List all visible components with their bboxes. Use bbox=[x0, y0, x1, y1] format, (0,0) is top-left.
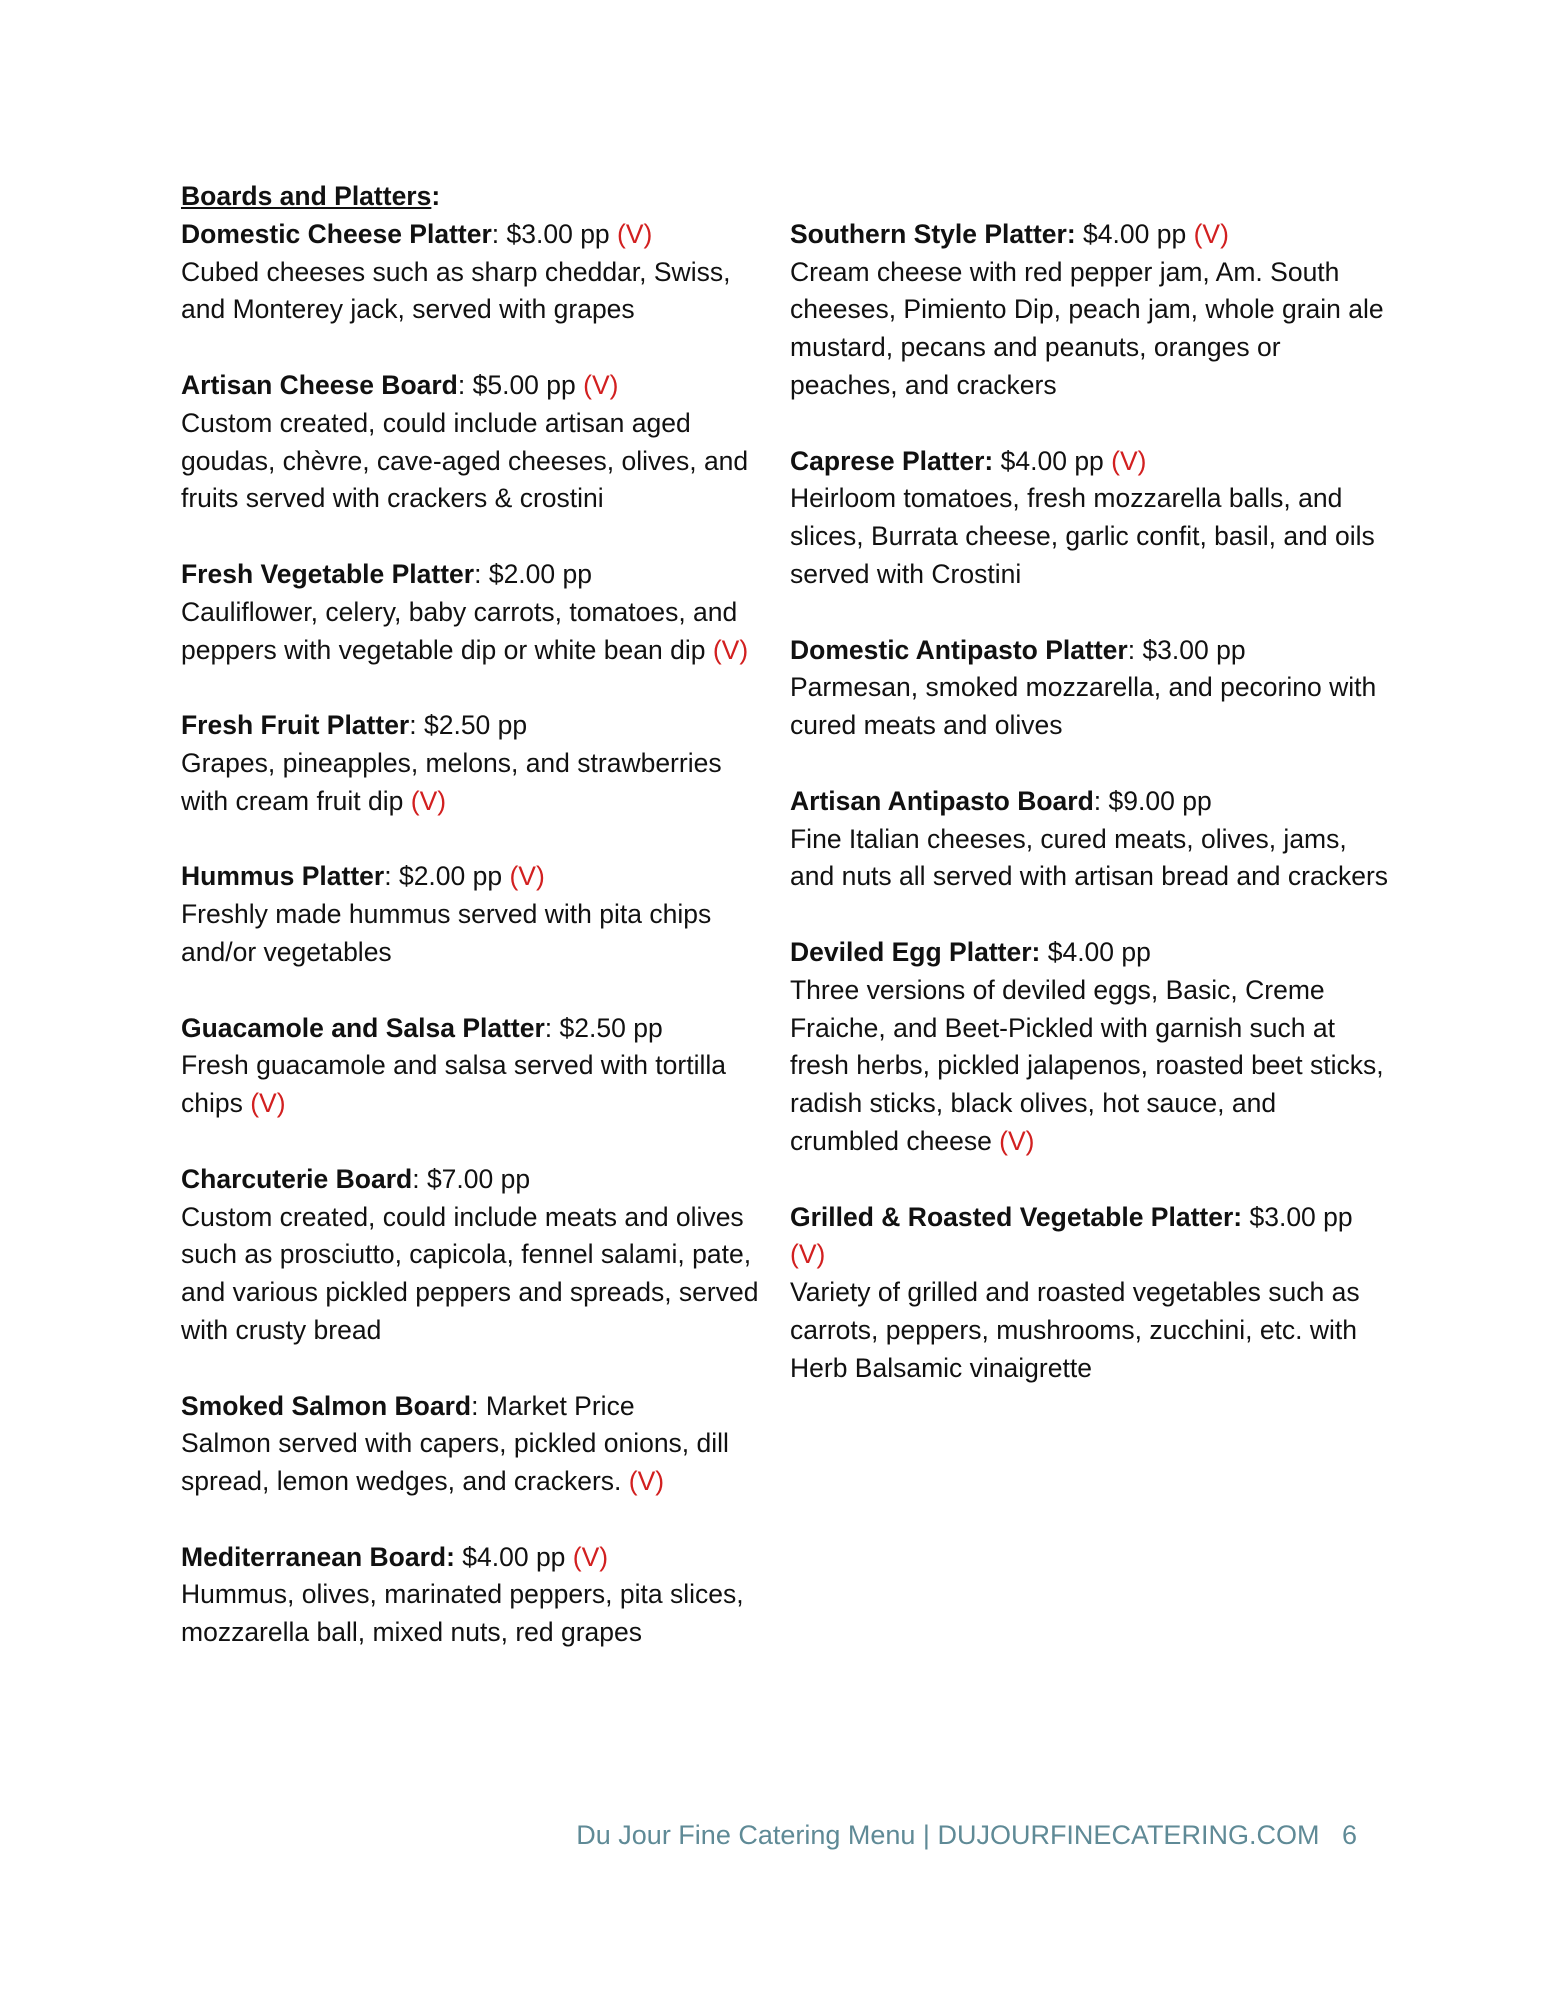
menu-item-separator: : bbox=[1127, 634, 1143, 665]
menu-item-description: Grapes, pineapples, melons, and strawberries with cream fruit dip bbox=[181, 747, 722, 816]
menu-item-price: $9.00 pp bbox=[1108, 785, 1212, 816]
menu-item-name: Caprese Platter: bbox=[790, 445, 994, 476]
vegetarian-marker: (V) bbox=[250, 1088, 286, 1119]
menu-item bbox=[790, 632, 1390, 745]
menu-item-name: Domestic Antipasto Platter bbox=[790, 634, 1128, 665]
menu-item-price: $4.00 pp bbox=[1047, 936, 1151, 967]
footer-text: Du Jour Fine Catering Menu | DUJOURFINECATERING.COM bbox=[576, 1820, 1320, 1850]
menu-item-price: $3.00 pp bbox=[1142, 634, 1246, 665]
menu-item bbox=[181, 1388, 771, 1501]
vegetarian-marker: (V) bbox=[999, 1125, 1035, 1156]
menu-item-separator: : bbox=[491, 218, 507, 249]
menu-item-heading bbox=[790, 783, 1390, 821]
menu-item-description: Variety of grilled and roasted vegetables such as carrots, peppers, mushrooms, zucchini, etc. with Herb Balsamic vinaigrette bbox=[790, 1277, 1360, 1383]
menu-item-separator: : bbox=[471, 1390, 486, 1421]
menu-item-description-block bbox=[790, 972, 1390, 1161]
menu-item-separator: : bbox=[412, 1163, 427, 1194]
vegetarian-marker: (V) bbox=[410, 785, 447, 816]
section-heading-colon: : bbox=[431, 181, 441, 211]
menu-item bbox=[790, 1199, 1390, 1388]
menu-item-separator bbox=[1076, 219, 1083, 249]
menu-item-heading bbox=[181, 367, 771, 405]
vegetarian-marker: (V) bbox=[572, 1541, 609, 1572]
menu-item-price: $7.00 pp bbox=[426, 1163, 531, 1194]
menu-item-price: $5.00 pp bbox=[472, 369, 584, 400]
menu-item-heading bbox=[790, 216, 1390, 254]
menu-item-separator bbox=[993, 446, 1000, 476]
menu-item bbox=[181, 216, 771, 329]
menu-item-separator bbox=[1040, 937, 1047, 967]
vegetarian-marker: (V) bbox=[583, 369, 619, 400]
menu-item-name: Hummus Platter bbox=[181, 861, 385, 892]
menu-item bbox=[181, 1010, 771, 1123]
menu-item-heading bbox=[790, 632, 1390, 670]
menu-item-description: Freshly made hummus served with pita chips and/or vegetables bbox=[181, 899, 712, 967]
menu-item-price: $2.00 pp bbox=[488, 558, 592, 589]
menu-item-description-block bbox=[181, 254, 771, 330]
menu-item-description-block bbox=[181, 1425, 771, 1501]
menu-item-description-block bbox=[181, 1047, 771, 1123]
menu-item bbox=[790, 443, 1390, 594]
menu-item bbox=[181, 556, 771, 669]
menu-item-description: Parmesan, smoked mozzarella, and pecorino with cured meats and olives bbox=[790, 672, 1377, 741]
menu-item-description-block bbox=[181, 896, 771, 972]
menu-item-name: Charcuterie Board bbox=[181, 1163, 413, 1194]
menu-item-description: Custom created, could include meats and olives such as prosciutto, capicola, fennel salami, pate, and various pickled peppers and spreads, served with crusty bread bbox=[181, 1201, 759, 1345]
vegetarian-marker: (V) bbox=[509, 861, 545, 892]
vegetarian-marker: (V) bbox=[790, 1239, 826, 1270]
menu-item-name: Deviled Egg Platter: bbox=[790, 936, 1041, 967]
section-heading bbox=[181, 178, 771, 216]
menu-item-description-block bbox=[181, 594, 771, 670]
menu-item-price: $4.00 pp bbox=[462, 1541, 573, 1572]
menu-item-price: $2.50 pp bbox=[423, 710, 528, 741]
menu-item-description: Fine Italian cheeses, cured meats, olives, jams, and nuts all served with artisan bread and crackers bbox=[790, 823, 1389, 892]
left-column bbox=[181, 178, 771, 1690]
page-footer bbox=[576, 1820, 1357, 1851]
menu-item-description-block bbox=[790, 669, 1390, 745]
menu-item-price: $2.50 pp bbox=[559, 1012, 663, 1043]
menu-item bbox=[790, 216, 1390, 405]
menu-item-description: Salmon served with capers, pickled onions, dill spread, lemon wedges, and crackers. bbox=[181, 1428, 729, 1497]
menu-item-price: $3.00 pp bbox=[506, 218, 618, 249]
vegetarian-marker: (V) bbox=[617, 218, 653, 249]
menu-item bbox=[790, 934, 1390, 1161]
menu-item-separator: : bbox=[409, 710, 424, 741]
menu-item-description-block bbox=[790, 1274, 1390, 1387]
menu-item-name: Domestic Cheese Platter bbox=[181, 218, 492, 249]
menu-item-description-block bbox=[181, 1199, 771, 1350]
menu-item-description: Three versions of deviled eggs, Basic, Creme Fraiche, and Beet-Pickled with garnish such at fresh herbs, pickled jalapenos, roasted beet sticks, radish sticks, black olives, hot sauce, and crumbled cheese bbox=[790, 974, 1384, 1156]
menu-item-heading bbox=[790, 443, 1390, 481]
menu-item-description: Hummus, olives, marinated peppers, pita slices, mozzarella ball, mixed nuts, red grapes bbox=[181, 1579, 744, 1648]
vegetarian-marker: (V) bbox=[1193, 218, 1229, 249]
menu-item-name: Fresh Fruit Platter bbox=[181, 710, 410, 741]
menu-item-separator: : bbox=[474, 558, 489, 589]
menu-item-description-block bbox=[181, 1576, 771, 1652]
menu-item-heading bbox=[181, 1010, 771, 1048]
menu-item-description-block bbox=[181, 745, 771, 821]
menu-item-price: $2.00 pp bbox=[398, 861, 510, 892]
menu-item-description: Cauliflower, celery, baby carrots, tomatoes, and peppers with vegetable dip or white bean dip bbox=[181, 596, 738, 665]
menu-item-description-block bbox=[790, 821, 1390, 897]
menu-item-description: Cubed cheeses such as sharp cheddar, Swiss, and Monterey jack, served with grapes bbox=[181, 256, 731, 325]
menu-item-description-block bbox=[181, 405, 771, 518]
menu-item bbox=[181, 858, 771, 971]
menu-item-heading bbox=[790, 1199, 1390, 1275]
menu-item-price: Market Price bbox=[485, 1390, 635, 1421]
menu-item bbox=[790, 783, 1390, 896]
menu-item-heading bbox=[181, 1161, 771, 1199]
menu-item-description-block bbox=[790, 254, 1390, 405]
menu-item-heading bbox=[181, 216, 771, 254]
menu-item-description: Custom created, could include artisan aged goudas, chèvre, cave-aged cheeses, olives, and fruits served with crackers & crostini bbox=[181, 407, 749, 514]
menu-item-heading bbox=[181, 1539, 771, 1577]
menu-item-name: Smoked Salmon Board bbox=[181, 1390, 472, 1421]
menu-item-name: Artisan Cheese Board bbox=[181, 369, 458, 400]
menu-item-price: $3.00 pp bbox=[1249, 1201, 1353, 1232]
section-heading-text: Boards and Platters bbox=[181, 181, 432, 211]
menu-item-separator: : bbox=[1093, 785, 1109, 816]
menu-item-heading bbox=[181, 556, 771, 594]
vegetarian-marker: (V) bbox=[712, 634, 749, 665]
menu-item-heading bbox=[181, 858, 771, 896]
menu-item bbox=[181, 1539, 771, 1652]
menu-item-name: Fresh Vegetable Platter bbox=[181, 558, 475, 589]
menu-item bbox=[181, 707, 771, 820]
menu-item-separator: : bbox=[457, 369, 473, 400]
menu-item-separator: : bbox=[544, 1012, 560, 1043]
menu-item-name: Guacamole and Salsa Platter bbox=[181, 1012, 545, 1043]
menu-item-heading bbox=[790, 934, 1390, 972]
vegetarian-marker: (V) bbox=[628, 1466, 665, 1497]
page-number: 6 bbox=[1341, 1820, 1357, 1850]
menu-item bbox=[181, 1161, 771, 1350]
menu-item-separator: : bbox=[384, 861, 399, 892]
menu-item-description: Cream cheese with red pepper jam, Am. South cheeses, Pimiento Dip, peach jam, whole grain ale mustard, pecans and peanuts, oranges or peaches, and crackers bbox=[790, 256, 1384, 400]
menu-item-description-block bbox=[790, 480, 1390, 593]
menu-item-heading bbox=[181, 1388, 771, 1426]
right-column bbox=[790, 216, 1390, 1426]
menu-item-description: Fresh guacamole and salsa served with tortilla chips bbox=[181, 1050, 726, 1119]
menu-item-price: $4.00 pp bbox=[1000, 445, 1112, 476]
menu-item-price: $4.00 pp bbox=[1083, 218, 1194, 249]
menu-item-name: Mediterranean Board: bbox=[181, 1541, 455, 1572]
menu-item-name: Grilled & Roasted Vegetable Platter: bbox=[790, 1201, 1243, 1232]
menu-item-name: Southern Style Platter: bbox=[790, 218, 1076, 249]
menu-item-heading bbox=[181, 707, 771, 745]
vegetarian-marker: (V) bbox=[1111, 445, 1147, 476]
menu-item-name: Artisan Antipasto Board bbox=[790, 785, 1094, 816]
menu-item-description: Heirloom tomatoes, fresh mozzarella balls, and slices, Burrata cheese, garlic confit, basil, and oils served with Crostini bbox=[790, 483, 1375, 589]
menu-item bbox=[181, 367, 771, 518]
